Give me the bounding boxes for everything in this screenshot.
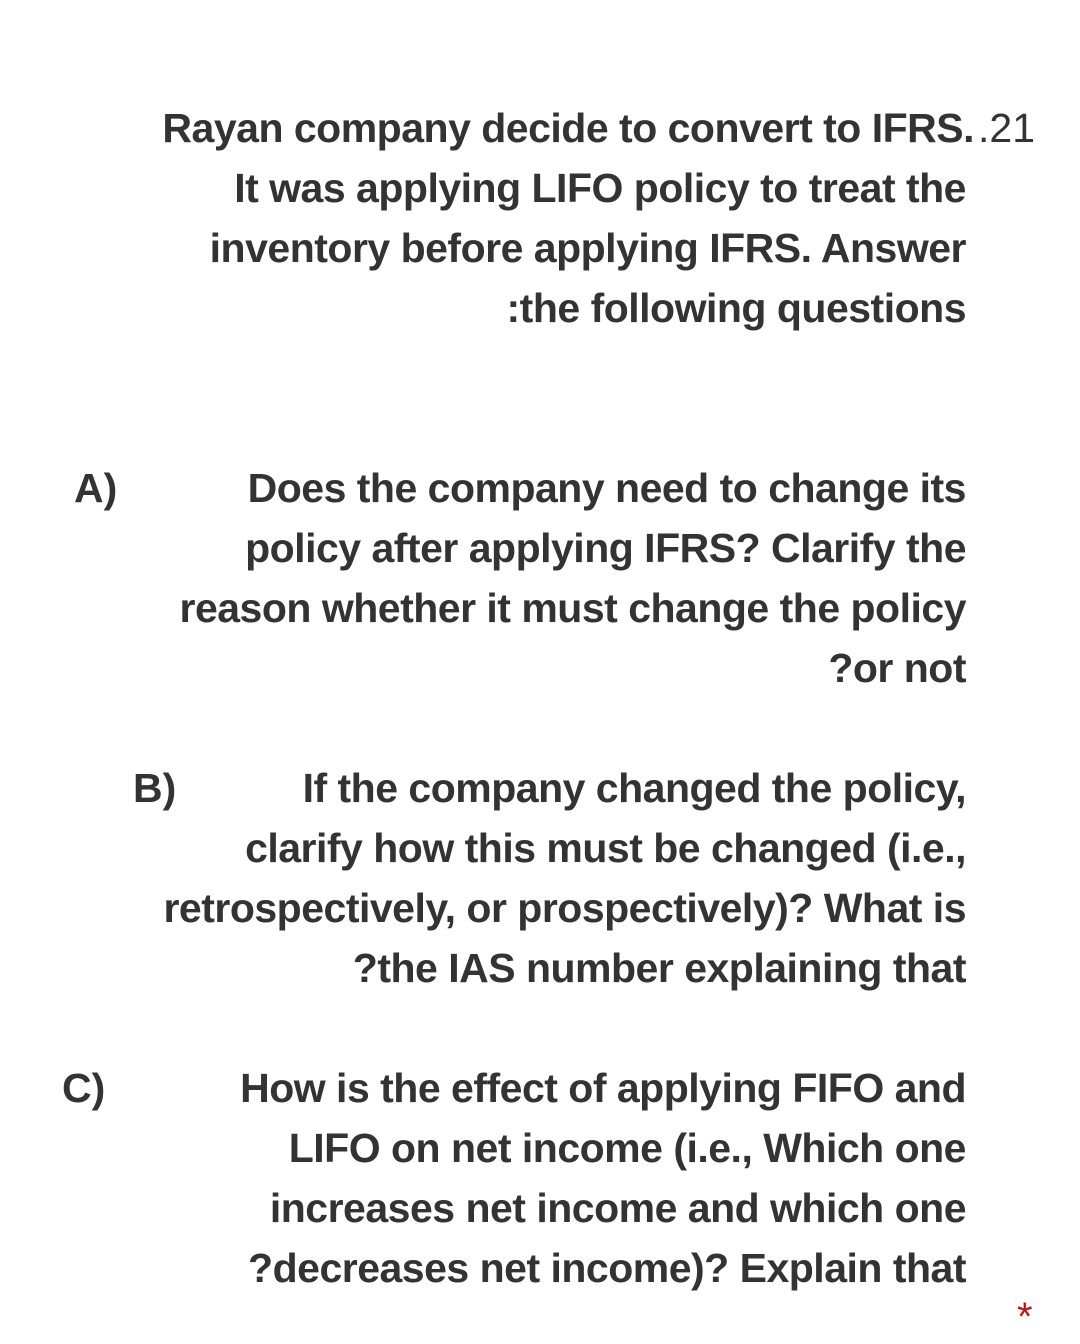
part-c-line-4: ?decreases net income)? Explain that [248, 1245, 966, 1291]
question-intro-line-1: Rayan company decide to convert to IFRS. [162, 105, 974, 151]
part-b-line-1: If the company changed the policy, [302, 765, 966, 811]
question-intro-line-4: :the following questions [506, 285, 966, 331]
required-asterisk: * [1017, 1295, 1033, 1339]
part-b-line-2: clarify how this must be changed (i.e., [245, 825, 966, 871]
question-number: .21 [978, 105, 1035, 151]
part-a-line-3: reason whether it must change the policy [179, 585, 966, 631]
question-intro-line-2: It was applying LIFO policy to treat the [234, 165, 966, 211]
part-b-line-4: ?the IAS number explaining that [352, 945, 966, 991]
part-c-label: C) [62, 1065, 106, 1111]
part-b-label: B) [133, 765, 177, 811]
part-a-line-1: Does the company need to change its [247, 465, 966, 511]
part-c-line-1: How is the effect of applying FIFO and [240, 1065, 966, 1111]
part-c-line-2: LIFO on net income (i.e., Which one [288, 1125, 966, 1171]
part-a-label: A) [74, 465, 118, 511]
part-a-line-4: ?or not [828, 645, 966, 691]
part-a-line-2: policy after applying IFRS? Clarify the [245, 525, 966, 571]
part-c-line-3: increases net income and which one [269, 1185, 966, 1231]
question-intro-line-3: inventory before applying IFRS. Answer [209, 225, 966, 271]
part-b-line-3: retrospectively, or prospectively)? What is [163, 885, 966, 931]
